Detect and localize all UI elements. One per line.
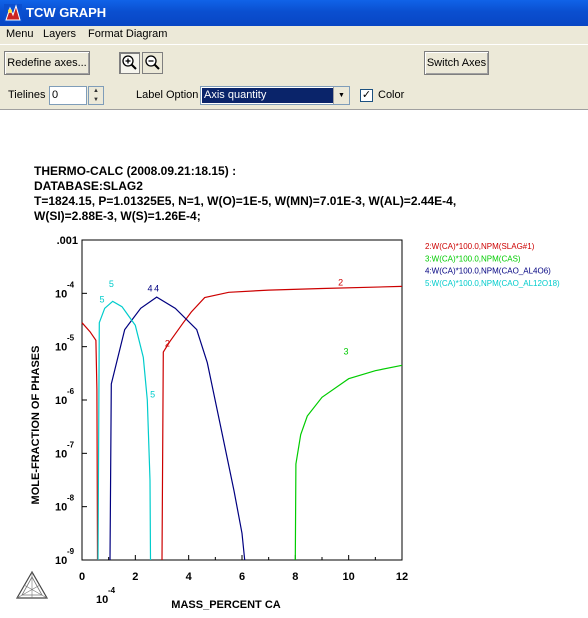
y-tick-label	[55, 280, 75, 300]
x-tick-label: 6	[238, 571, 246, 583]
x-multiplier	[96, 586, 116, 606]
y-tick-label	[55, 547, 75, 567]
series-3-line	[295, 365, 402, 560]
x-tick-label: 2	[132, 571, 139, 583]
spin-up-icon[interactable]: ▲	[93, 88, 99, 94]
thermo-calc-logo-icon	[17, 572, 47, 598]
legend-entry-5: 5:W(CA)*100.0,NPM(CAO_AL12O18)	[425, 278, 560, 288]
y-tick-label	[57, 235, 78, 247]
legend-entry-3: 3:W(CA)*100.0,NPM(CAS)	[425, 254, 521, 264]
x-axis-label: MASS_PERCENT CA	[171, 599, 281, 611]
menu-item-menu[interactable]: Menu	[6, 28, 34, 40]
y-tick-label	[55, 440, 75, 460]
series-5-line	[98, 301, 151, 560]
tielines-input[interactable]: 0	[49, 86, 87, 105]
y-tick-base: 10	[55, 341, 68, 354]
y-tick-label	[55, 494, 75, 514]
chevron-down-icon[interactable]: ▼	[333, 87, 349, 104]
x-tick-label: 12	[395, 571, 409, 583]
curve-label-3: 3	[343, 346, 349, 357]
y-tick-exponent: -9	[67, 547, 75, 556]
tielines-label: Tielines	[8, 89, 46, 101]
series-2-line	[162, 286, 402, 560]
x-tick-label: 0	[78, 571, 86, 583]
switch-axes-button[interactable]: Switch Axes	[424, 51, 489, 75]
y-tick-exponent: -6	[67, 387, 75, 396]
x-tick-label: 4	[185, 571, 192, 583]
label-option-label: Label Option	[136, 89, 199, 101]
y-tick-text: .001	[56, 235, 78, 247]
label-option-value: Axis quantity	[202, 88, 334, 103]
y-tick-base: 10	[55, 555, 68, 567]
legend-entry-4: 4:W(CA)*100.0,NPM(CAO_AL4O6)	[425, 266, 551, 276]
window-title: TCW GRAPH	[26, 5, 107, 20]
y-tick-exponent: -7	[67, 440, 75, 450]
redefine-axes-button[interactable]: Redefine axes...	[4, 51, 90, 75]
header-line-3: T=1824.15, P=1.01325E5, N=1, W(O)=1E-5, W(MN)=7.01E-3, W(AL)=2.44E-4,	[34, 194, 457, 208]
y-tick-base: 10	[55, 501, 68, 514]
y-tick-base: 10	[55, 288, 68, 301]
y-tick-exponent: -5	[67, 333, 75, 343]
legend-entry-2: 2:W(CA)*100.0,NPM(SLAG#1)	[425, 242, 535, 251]
curve-label-4: 4	[147, 283, 153, 294]
color-checkbox[interactable]: ✓	[361, 89, 372, 101]
menu-item-layers[interactable]: Layers	[43, 28, 77, 40]
y-tick-base: 10	[55, 395, 68, 407]
series-2-line	[82, 323, 98, 560]
header-line-2: DATABASE:SLAG2	[34, 179, 143, 193]
curve-label-4: 4	[154, 283, 160, 294]
x-tick-label: 8	[292, 571, 299, 583]
menu-item-format-diagram[interactable]: Format Diagram	[88, 28, 168, 40]
y-tick-label	[55, 387, 75, 407]
series-4-line	[110, 297, 245, 560]
y-tick-exponent: -4	[67, 280, 75, 290]
curve-label-2: 2	[338, 277, 344, 288]
curve-label-2: 2	[164, 338, 170, 349]
y-tick-label	[55, 334, 75, 354]
header-line-1: THERMO-CALC (2008.09.21:18.15) :	[34, 164, 237, 178]
y-tick-exponent: -8	[67, 493, 75, 503]
x-multiplier-base: 10	[96, 594, 109, 606]
y-tick-base: 10	[55, 448, 68, 461]
curve-label-5: 5	[150, 389, 156, 400]
curve-label-5: 5	[108, 278, 114, 289]
color-label: Color	[378, 89, 405, 101]
curve-label-5: 5	[99, 294, 105, 305]
x-tick-label: 10	[342, 571, 355, 583]
spin-down-icon[interactable]: ▼	[93, 97, 99, 103]
x-multiplier-exp: -4	[108, 586, 116, 595]
header-line-4: W(SI)=2.88E-3, W(S)=1.26E-4;	[34, 209, 201, 223]
y-axis-label: MOLE-FRACTION OF PHASES	[30, 345, 42, 505]
